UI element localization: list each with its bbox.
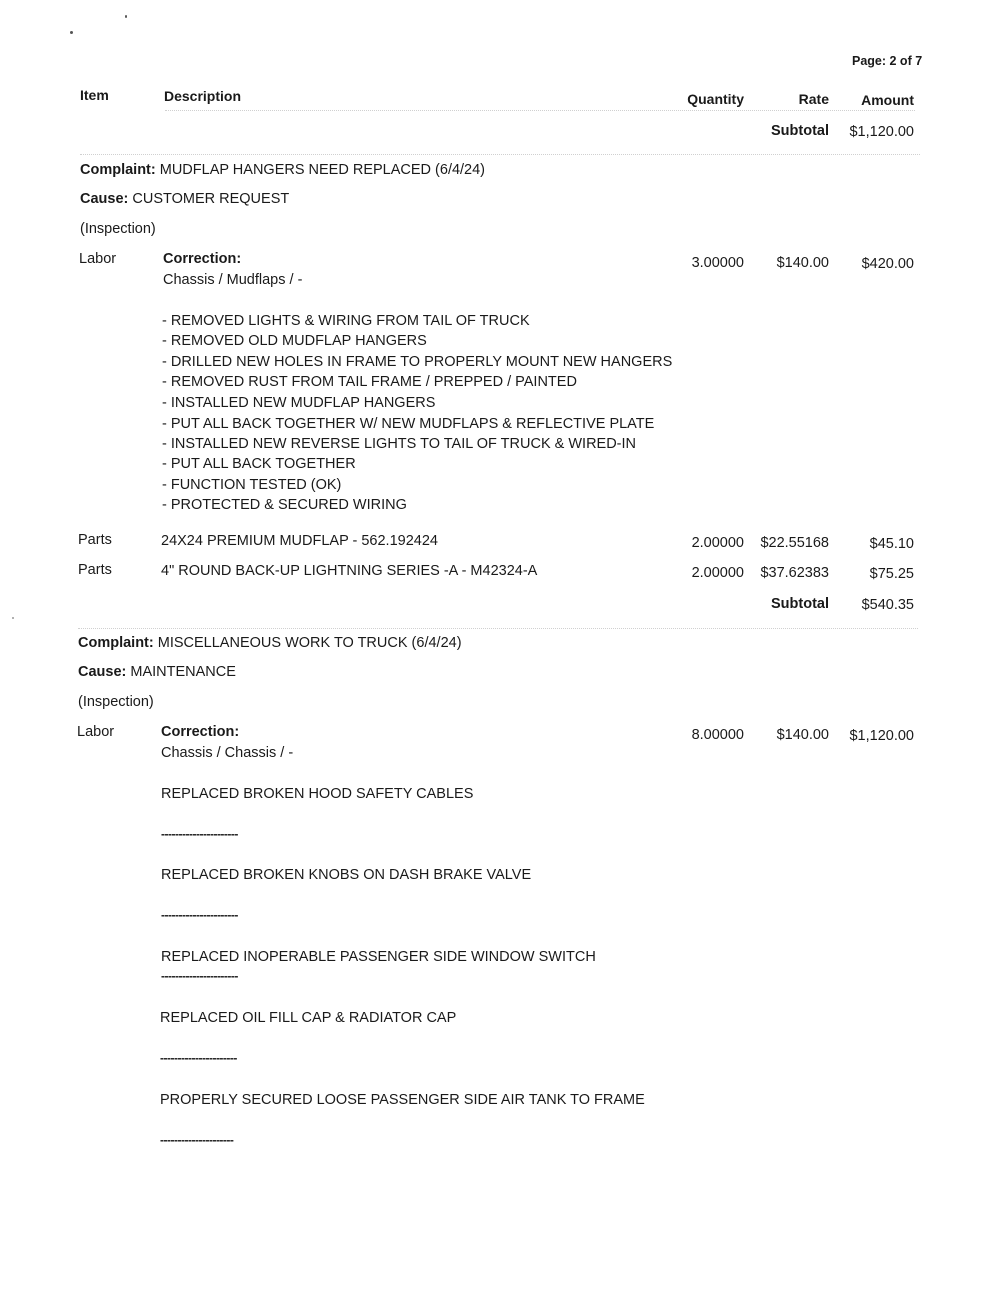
labor-amount: $420.00 <box>861 256 914 272</box>
work-step: - DRILLED NEW HOLES IN FRAME TO PROPERLY MOUNT NEW HANGERS <box>162 354 673 370</box>
parts-rate: $22.55168 <box>760 535 829 551</box>
labor-category: Chassis / Chassis / - <box>161 745 294 761</box>
labor-amount: $1,120.00 <box>849 728 914 744</box>
subtotal-amount: $540.35 <box>861 597 914 613</box>
cause-line <box>78 664 236 680</box>
parts-item-label: Parts <box>78 532 112 548</box>
work-entry: REPLACED INOPERABLE PASSENGER SIDE WINDOW SWITCH <box>161 949 596 965</box>
work-step: - PUT ALL BACK TOGETHER W/ NEW MUDFLAPS & REFLECTIVE PLATE <box>162 416 655 432</box>
header-divider <box>165 110 915 111</box>
work-step: - INSTALLED NEW REVERSE LIGHTS TO TAIL OF TRUCK & WIRED-IN <box>162 436 637 452</box>
column-header-item: Item <box>80 87 109 103</box>
entry-separator: ---------------------- <box>161 827 238 841</box>
column-header-amount: Amount <box>861 92 914 108</box>
parts-amount: $45.10 <box>869 536 914 552</box>
work-entry: PROPERLY SECURED LOOSE PASSENGER SIDE AIR TANK TO FRAME <box>160 1092 645 1108</box>
work-step: - FUNCTION TESTED (OK) <box>162 477 342 493</box>
parts-description: 24X24 PREMIUM MUDFLAP - 562.192424 <box>161 533 438 549</box>
subtotal-label: Subtotal <box>771 123 829 139</box>
labor-item-label: Labor <box>77 724 115 740</box>
labor-quantity: 3.00000 <box>691 255 744 271</box>
subtotal-amount: $1,120.00 <box>849 124 914 140</box>
scan-speck <box>12 617 14 619</box>
section-divider <box>78 628 918 629</box>
work-step: - PUT ALL BACK TOGETHER <box>162 456 356 472</box>
work-entry: REPLACED BROKEN KNOBS ON DASH BRAKE VALVE <box>161 867 532 883</box>
cause-label: Cause: <box>78 664 127 680</box>
labor-quantity: 8.00000 <box>691 727 744 743</box>
inspection-label: (Inspection) <box>78 694 154 710</box>
work-step: - PROTECTED & SECURED WIRING <box>162 497 407 513</box>
complaint-line <box>78 635 462 651</box>
column-header-description: Description <box>164 88 242 104</box>
labor-rate: $140.00 <box>776 727 829 743</box>
column-header-quantity: Quantity <box>687 91 744 107</box>
parts-quantity: 2.00000 <box>691 565 744 581</box>
section-divider <box>80 154 920 155</box>
parts-rate: $37.62383 <box>760 565 829 581</box>
cause-text: MAINTENANCE <box>130 664 236 680</box>
entry-separator: ---------------------- <box>160 1051 237 1065</box>
complaint-text: MUDFLAP HANGERS NEED REPLACED (6/4/24) <box>159 162 486 178</box>
work-entry: REPLACED OIL FILL CAP & RADIATOR CAP <box>160 1010 457 1026</box>
complaint-label: Complaint: <box>80 162 156 178</box>
labor-item-label: Labor <box>79 251 117 267</box>
scan-speck <box>70 31 73 34</box>
scan-speck <box>125 15 127 18</box>
complaint-line <box>80 162 485 178</box>
work-entry: REPLACED BROKEN HOOD SAFETY CABLES <box>161 786 474 802</box>
page-number: Page: 2 of 7 <box>852 54 923 68</box>
work-step: - REMOVED OLD MUDFLAP HANGERS <box>162 333 427 349</box>
work-step: - REMOVED LIGHTS & WIRING FROM TAIL OF TRUCK <box>162 313 530 329</box>
cause-text: CUSTOMER REQUEST <box>132 191 290 207</box>
cause-label: Cause: <box>80 191 129 207</box>
work-step: - INSTALLED NEW MUDFLAP HANGERS <box>162 395 436 411</box>
subtotal-label: Subtotal <box>771 596 829 612</box>
entry-separator: ---------------------- <box>161 908 238 922</box>
parts-amount: $75.25 <box>869 566 914 582</box>
labor-category: Chassis / Mudflaps / - <box>163 272 303 288</box>
entry-separator: ---------------------- <box>161 969 238 983</box>
complaint-label: Complaint: <box>78 635 154 651</box>
parts-description: 4" ROUND BACK-UP LIGHTNING SERIES -A - M42324-A <box>161 563 538 579</box>
entry-separator: --------------------- <box>160 1133 234 1147</box>
correction-label: Correction: <box>163 251 242 267</box>
parts-quantity: 2.00000 <box>691 535 744 551</box>
parts-item-label: Parts <box>78 562 112 578</box>
correction-label: Correction: <box>161 724 240 740</box>
labor-rate: $140.00 <box>776 255 829 271</box>
work-step: - REMOVED RUST FROM TAIL FRAME / PREPPED / PAINTED <box>162 374 577 390</box>
inspection-label: (Inspection) <box>80 221 156 237</box>
cause-line <box>80 191 289 207</box>
column-header-rate: Rate <box>798 91 829 107</box>
complaint-text: MISCELLANEOUS WORK TO TRUCK (6/4/24) <box>157 635 462 651</box>
